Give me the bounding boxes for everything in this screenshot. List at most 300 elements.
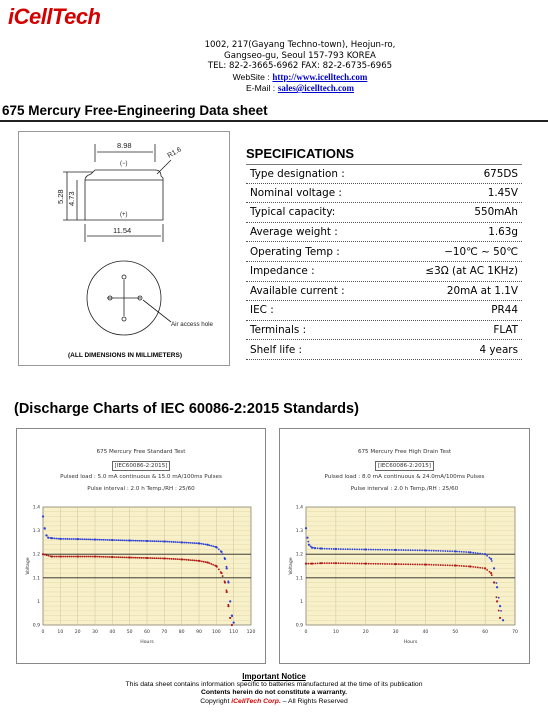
data-point [352,548,354,550]
data-point [157,540,159,542]
data-point [131,557,133,559]
data-point [417,564,419,566]
data-point [461,551,463,553]
chart-load-note: Pulsed load : 8.0 mA continuous & 24.0mA/100ms Pulses [324,474,485,480]
data-point [103,539,105,541]
data-point [233,622,235,624]
data-point [349,548,351,550]
data-point [53,556,55,558]
data-point [317,562,319,564]
data-point [171,541,173,543]
spec-label: Shelf life : [250,343,303,356]
x-tick-label: 90 [196,630,202,635]
data-point [421,564,423,566]
x-tick-label: 10 [332,630,339,635]
spec-label: Typical capacity: [250,206,336,219]
data-point [210,563,212,565]
data-point [72,538,74,540]
spec-row [246,301,522,321]
data-point [389,549,391,551]
dim-plus: (+) [120,212,128,218]
data-point [106,539,108,541]
data-point [469,551,471,553]
x-tick-label: 100 [211,630,221,635]
data-point [496,586,498,588]
data-point [340,562,342,564]
data-point [477,552,479,554]
data-point [379,549,381,551]
data-point [407,563,409,565]
data-point [491,574,493,576]
specifications-table [246,164,522,360]
data-point [333,562,335,564]
dimension-drawing [18,131,230,366]
data-point [163,557,165,559]
data-point [428,564,430,566]
data-point [105,539,107,541]
x-tick-label: 70 [512,630,518,635]
data-point [106,556,108,558]
spec-row [246,203,522,223]
data-point [320,562,322,564]
data-point [53,537,55,539]
data-point [384,563,386,565]
data-point [331,548,333,550]
data-point [305,527,307,529]
spec-row [246,262,522,282]
data-point [338,562,340,564]
data-point [354,563,356,565]
data-point [63,556,65,558]
data-point [356,563,358,565]
data-point [484,553,486,555]
data-point [331,562,333,564]
data-point [142,557,144,559]
data-point [118,539,120,541]
chart-plot-svg [280,429,531,665]
data-point [131,540,133,542]
data-point [218,569,220,571]
data-point [86,538,88,540]
data-point [324,548,326,550]
data-point [184,559,186,561]
x-tick-label: 20 [362,630,369,635]
data-point [222,553,224,555]
data-point [359,563,361,565]
data-point [191,559,193,561]
data-point [499,605,501,607]
data-point [335,548,337,550]
data-point [491,560,493,562]
data-point [377,563,379,565]
data-point [224,581,226,583]
data-point [328,548,330,550]
data-point [82,538,84,540]
email-link[interactable]: sales@icelltech.com [277,83,354,93]
data-point [210,545,212,547]
data-point [205,544,207,546]
data-point [57,538,59,540]
copyright-prefix: Copyright [200,697,230,705]
data-point [150,540,152,542]
data-point [99,539,101,541]
data-point [205,561,207,563]
data-point [103,556,105,558]
dim-width-top: 8.98 [117,141,132,150]
data-point [87,538,89,540]
data-point [444,564,446,566]
chart-title: 675 Mercury Free High Drain Test [357,449,452,455]
data-point [97,556,99,558]
data-point [186,542,188,544]
data-point [433,550,435,552]
data-point [44,554,46,556]
email-row [150,83,450,95]
data-point [116,556,118,558]
data-point [412,549,414,551]
x-axis-label: Hours [403,640,418,645]
data-point [178,558,180,560]
data-point [173,558,175,560]
x-tick-label: 50 [452,630,459,635]
data-point [389,563,391,565]
data-point [375,563,377,565]
data-point [482,567,484,569]
spec-label: Available current : [250,284,345,297]
data-point [444,550,446,552]
chart-interval-note: Pulse interval : 2.0 h Temp./RH : 25/60 [350,486,459,492]
data-point [154,540,156,542]
data-point [435,564,437,566]
data-point [328,562,330,564]
data-point [451,550,453,552]
data-point [342,548,344,550]
data-point [198,542,200,544]
data-point [44,527,46,529]
data-point [215,546,217,548]
y-tick-label: 0.9 [32,623,40,629]
x-tick-label: 110 [229,630,239,635]
data-point [359,548,361,550]
dim-minus: (−) [120,161,128,167]
data-point [65,538,67,540]
data-point [169,541,171,543]
data-point [111,556,113,558]
data-point [74,556,76,558]
data-point [361,563,363,565]
units-note: (ALL DIMENSIONS IN MILLIMETERS) [68,352,182,359]
data-point [502,619,504,621]
data-point [195,542,197,544]
x-tick-label: 70 [161,630,168,635]
spec-label: Operating Temp : [250,245,340,258]
data-point [320,547,322,549]
data-point [419,549,421,551]
x-tick-label: 30 [392,630,399,635]
data-point [144,540,146,542]
data-point [114,539,116,541]
data-point [146,557,148,559]
spec-value: 675DS [483,167,518,180]
spec-label: Type designation : [250,167,345,180]
data-point [135,540,137,542]
data-point [231,614,233,616]
spec-label: Nominal voltage : [250,186,342,199]
data-point [442,550,444,552]
data-point [176,541,178,543]
data-point [129,556,131,558]
data-point [178,541,180,543]
data-point [454,564,456,566]
x-tick-label: 40 [109,630,116,635]
data-point [101,556,103,558]
data-point [311,563,313,565]
address-line-2: Gangseo-gu, Seoul 157-793 KOREA [224,50,376,61]
y-tick-label: 1.3 [295,529,303,535]
data-point [133,540,135,542]
data-point [449,564,451,566]
spec-value: 4 years [479,343,518,356]
data-point [159,557,161,559]
data-point [486,569,488,571]
data-point [42,553,44,555]
data-point [394,549,396,551]
data-point [111,539,113,541]
data-point [345,548,347,550]
data-point [365,548,367,550]
data-point [307,541,309,543]
standard-test-chart [16,428,266,664]
data-point [48,555,50,557]
data-point [139,540,141,542]
data-point [105,556,107,558]
data-point [490,572,492,574]
data-point [398,563,400,565]
data-point [412,563,414,565]
data-point [342,562,344,564]
data-point [479,553,481,555]
data-point [417,549,419,551]
x-tick-label: 10 [57,630,64,635]
data-point [59,538,61,540]
data-point [125,557,127,559]
data-point [140,557,142,559]
chart-load-note: Pulsed load : 5.0 mA continuous & 15.0 mA/100ms Pulses [60,474,222,480]
x-tick-label: 40 [422,630,429,635]
data-point [410,563,412,565]
data-point [72,556,74,558]
data-point [69,538,71,540]
data-point [55,556,57,558]
data-point [174,558,176,560]
data-point [386,563,388,565]
data-point [173,541,175,543]
data-point [229,617,231,619]
data-point [475,566,477,568]
data-point [46,554,48,556]
data-point [176,558,178,560]
data-point [91,556,93,558]
data-point [150,557,152,559]
data-point [226,566,228,568]
data-point [154,557,156,559]
website-link[interactable]: http://www.icelltech.com [272,71,368,82]
data-point [458,565,460,567]
data-point [123,539,125,541]
data-point [227,581,229,583]
data-point [447,564,449,566]
x-axis-label: Hours [140,640,154,645]
x-tick-label: 20 [74,630,81,635]
y-axis-label: Voltage [26,557,31,575]
data-point [42,515,44,517]
data-point [55,538,57,540]
data-point [70,538,72,540]
website-label: WebSite : [232,71,270,82]
tel-fax: TEL: 82-2-3665-6962 FAX: 82-2-6735-6965 [207,61,393,71]
data-point [118,556,120,558]
data-point [326,562,328,564]
data-point [188,542,190,544]
spec-label: Average weight : [250,226,338,239]
data-point [167,558,169,560]
data-point [77,538,79,540]
data-point [86,556,88,558]
data-point [493,581,495,583]
data-point [157,557,159,559]
y-tick-label: 1.2 [32,552,40,558]
data-point [499,617,501,619]
y-tick-label: 1.1 [295,576,303,582]
data-point [227,605,229,607]
spec-value: PR44 [491,304,518,317]
dim-radius: R1.6 [166,146,183,160]
data-point [458,551,460,553]
company-address-block [150,40,450,95]
spec-value: 20mA at 1.1V [446,284,518,297]
data-point [67,538,69,540]
data-point [222,575,224,577]
data-point [419,564,421,566]
data-point [354,548,356,550]
air-hole-label: Air access hole [171,321,213,328]
data-point [475,552,477,554]
data-point [97,539,99,541]
data-point [203,561,205,563]
data-point [82,556,84,558]
data-point [361,549,363,551]
data-point [174,541,176,543]
data-point [226,591,228,593]
data-point [120,556,122,558]
website-row [150,72,450,84]
dim-height-body: 4.73 [67,191,76,206]
email-label: E-Mail : [246,83,276,93]
copyright-suffix: – All Rights Reserved [282,697,348,705]
spec-value: ≤3Ω (at AC 1KHz) [425,265,518,278]
data-point [431,564,433,566]
data-point [472,552,474,554]
data-point [442,564,444,566]
data-point [451,565,453,567]
data-point [307,563,309,565]
sheet-title: 675 Mercury Free-Engineering Data sheet [2,103,268,118]
data-point [152,557,154,559]
data-point [372,563,374,565]
dim-height-total: 5.28 [56,189,65,204]
data-point [440,550,442,552]
data-point [188,559,190,561]
x-tick-label: 30 [92,630,98,635]
x-tick-label: 120 [246,630,256,635]
data-point [375,549,377,551]
data-point [140,540,142,542]
data-point [190,559,192,561]
data-point [447,550,449,552]
data-point [89,556,91,558]
y-tick-label: 1 [300,599,303,605]
data-point [51,555,53,557]
chart-title: 675 Mercury Free Standard Test [96,449,186,455]
data-point [391,563,393,565]
data-point [59,555,61,557]
data-point [368,549,370,551]
chart-standard: [IEC60086-2:2015] [112,461,171,471]
data-point [193,560,195,562]
chart-plot-svg [17,429,267,665]
data-point [382,549,384,551]
data-point [391,549,393,551]
data-point [161,540,163,542]
data-point [306,537,308,539]
data-point [486,555,488,557]
data-point [146,540,148,542]
y-axis-label: Voltage [289,557,294,575]
data-point [405,549,407,551]
air-hole-leader [143,300,171,322]
data-point [349,562,351,564]
important-notice [0,672,548,706]
data-point [94,538,96,540]
data-point [94,555,96,557]
data-point [437,564,439,566]
data-point [80,538,82,540]
data-point [167,541,169,543]
x-tick-label: 0 [41,630,45,635]
data-point [484,567,486,569]
data-point [137,557,139,559]
data-point [77,555,79,557]
data-point [144,557,146,559]
data-point [489,557,491,559]
data-point [356,548,358,550]
y-tick-label: 1.1 [32,576,40,582]
data-point [201,560,203,562]
data-point [171,558,173,560]
spec-value: FLAT [493,324,518,337]
data-point [311,546,313,548]
data-point [123,556,125,558]
y-tick-label: 0.9 [295,623,303,629]
data-point [345,562,347,564]
high-drain-test-chart [279,428,530,664]
data-point [314,547,316,549]
spec-label: Impedance : [250,265,315,278]
data-point [122,539,124,541]
spec-value: 1.63g [488,226,518,239]
discharge-charts-title: (Discharge Charts of IEC 60086-2:2015 Standards) [14,401,359,417]
data-point [89,539,91,541]
